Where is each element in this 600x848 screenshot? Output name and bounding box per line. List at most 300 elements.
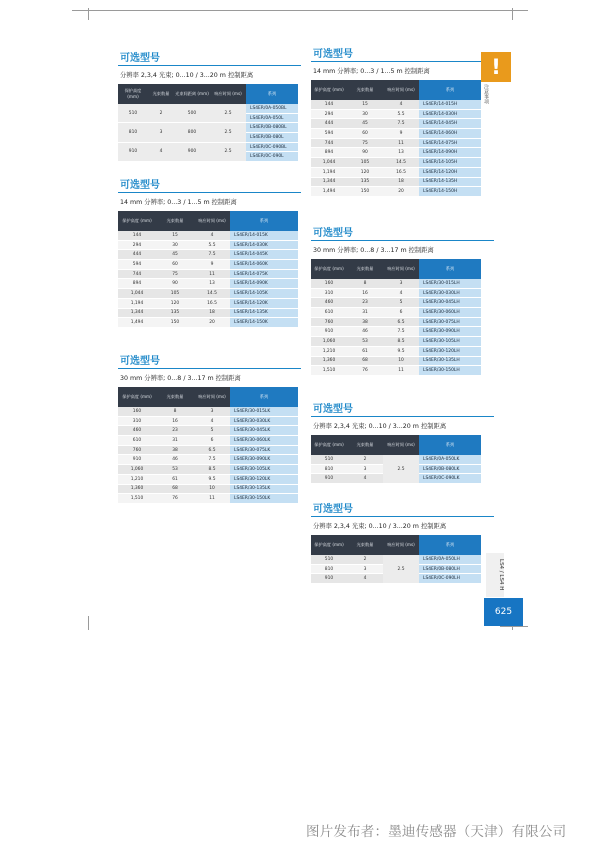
cell-beams: 45: [156, 250, 194, 260]
cell-response: 4: [383, 100, 419, 109]
header-protective-height: 保护高度 (mm): [118, 211, 156, 231]
header-beam-count: 光束数量: [347, 435, 383, 455]
cell-beams: 120: [156, 298, 194, 308]
cell-beams: 60: [347, 129, 383, 139]
cell-response: 7.5: [383, 327, 419, 337]
cell-beams: 90: [347, 148, 383, 158]
cell-model: LS4ER/14-120H: [419, 167, 481, 177]
table-row: [311, 148, 481, 158]
cell-height: 294: [311, 109, 347, 119]
cell-model: LS4ER/0B-080LH: [419, 564, 481, 574]
section-models-beams-lk: [311, 403, 494, 484]
cell-beams: 46: [347, 327, 383, 337]
header-protective-height: 保护高度 (mm): [311, 80, 347, 100]
cell-height: 810: [118, 123, 148, 142]
table-row: [118, 250, 298, 260]
table-header-row: [311, 80, 481, 100]
cell-beams: 15: [156, 231, 194, 240]
header-series: 系列: [230, 387, 298, 407]
cell-height: 310: [311, 288, 347, 298]
cell-height: 510: [311, 455, 347, 464]
header-series: 系列: [419, 535, 481, 555]
cell-response: 6.5: [194, 445, 230, 455]
cell-model: LS4ER/14-075H: [419, 138, 481, 148]
section-title: 可选型号: [311, 227, 494, 241]
cell-beams: 105: [156, 289, 194, 299]
cell-beams: 30: [156, 240, 194, 250]
cell-beams: 16: [347, 288, 383, 298]
cell-height: 760: [311, 317, 347, 327]
cell-beams: 150: [156, 318, 194, 328]
table-row: [118, 104, 298, 113]
cell-height: 510: [311, 555, 347, 564]
cell-height: 1,360: [118, 484, 156, 494]
header-beam-count: 光束数量: [156, 211, 194, 231]
crop-mark: [88, 616, 89, 630]
cell-response: 4: [383, 288, 419, 298]
cell-height: 294: [118, 240, 156, 250]
cell-beams: 30: [347, 109, 383, 119]
cell-model: LS4ER/14-150H: [419, 187, 481, 197]
table-row: [118, 455, 298, 465]
section-subtitle: 30 mm 分辨率; 0...8 / 3...17 m 控制距离: [120, 375, 241, 382]
page-number: 625: [484, 598, 523, 626]
cell-beams: 23: [347, 298, 383, 308]
cell-response: 5.5: [194, 240, 230, 250]
cell-response: 6: [383, 308, 419, 318]
cell-beams: 4: [347, 574, 383, 584]
publisher-footer: 图片发布者：墨迪传感器（天津）有限公司: [306, 824, 567, 840]
cell-response: 5: [383, 298, 419, 308]
table-header-row: [311, 535, 481, 555]
cell-beams: 23: [156, 426, 194, 436]
cell-model: LS4ER/30-135LH: [419, 356, 481, 366]
cell-model: LS4ER/30-150LH: [419, 366, 481, 376]
table-row: [311, 167, 481, 177]
table-header-row: [311, 259, 481, 279]
table-row: [118, 465, 298, 475]
cell-height: 460: [118, 426, 156, 436]
cell-height: 744: [118, 269, 156, 279]
cell-model: LS4ER/0C-090BL: [246, 142, 298, 152]
cell-response: 10: [194, 484, 230, 494]
table-row: [311, 109, 481, 119]
cell-model: LS4ER/14-105H: [419, 158, 481, 168]
cell-height: 1,044: [118, 289, 156, 299]
table-row: [118, 426, 298, 436]
table-row: [118, 436, 298, 446]
cell-response: 18: [194, 308, 230, 318]
table-row: [118, 318, 298, 328]
table-row: [311, 288, 481, 298]
cell-response: 13: [383, 148, 419, 158]
cell-response: 14.5: [194, 289, 230, 299]
cell-model: LS4ER/0A-050LH: [419, 555, 481, 564]
cell-beams: 68: [156, 484, 194, 494]
cell-model: LS4ER/14-045K: [230, 250, 298, 260]
table-row: [118, 260, 298, 270]
warning-symbol: !: [491, 54, 501, 79]
cell-response: 4: [194, 231, 230, 240]
header-response-time: 响应时间 (ms): [194, 387, 230, 407]
table-row: [118, 279, 298, 289]
table-row: [118, 298, 298, 308]
table-row: [311, 308, 481, 318]
cell-height: 910: [118, 455, 156, 465]
cell-model: LS4ER/30-030LH: [419, 288, 481, 298]
cell-response: 11: [194, 269, 230, 279]
cell-beams: 2: [347, 555, 383, 564]
cell-height: 810: [311, 464, 347, 474]
cell-beams: 8: [156, 407, 194, 416]
cell-response: 16.5: [383, 167, 419, 177]
cell-response: 9.5: [383, 346, 419, 356]
table-row: [311, 177, 481, 187]
header-response-time: 响应时间 (ms): [383, 435, 419, 455]
cell-height: 1,044: [311, 158, 347, 168]
cell-model: LS4ER/0B-080L: [246, 133, 298, 143]
cell-response: 5: [194, 426, 230, 436]
section-models-beams-bl: [118, 52, 301, 162]
cell-model: LS4ER/30-015LH: [419, 279, 481, 288]
table-body: [118, 231, 298, 327]
cell-model: LS4ER/30-030LK: [230, 416, 298, 426]
cell-model: LS4ER/0B-080BL: [246, 123, 298, 133]
cell-beams: 75: [347, 138, 383, 148]
crop-mark: [88, 8, 89, 20]
cell-model: LS4ER/14-060H: [419, 129, 481, 139]
section-models-30mm-lk: [118, 355, 301, 504]
header-series: 系列: [419, 435, 481, 455]
cell-response: 2.5: [210, 142, 246, 161]
cell-response: 10: [383, 356, 419, 366]
header-response-time: 响应时间 (ms): [210, 84, 246, 104]
cell-model: LS4ER/14-015K: [230, 231, 298, 240]
cell-model: LS4ER/30-090LH: [419, 327, 481, 337]
table-row: [118, 289, 298, 299]
header-response-time: 响应时间 (ms): [194, 211, 230, 231]
cell-beams: 61: [156, 474, 194, 484]
section-models-14mm-k: [118, 179, 301, 328]
section-models-beams-lh: [311, 503, 494, 584]
cell-height: 160: [118, 407, 156, 416]
section-title: 可选型号: [118, 355, 301, 369]
table-header-row: [118, 211, 298, 231]
side-tab-label: LS4 / LS4 H: [486, 553, 504, 597]
cell-response: 3: [194, 407, 230, 416]
cell-height: 510: [118, 104, 148, 123]
cell-response: 11: [194, 494, 230, 504]
header-response-time: 响应时间 (ms): [383, 259, 419, 279]
cell-height: 810: [311, 564, 347, 574]
cell-beams: 38: [347, 317, 383, 327]
section-subtitle: 14 mm 分辨率; 0...3 / 1...5 m 控制距离: [313, 68, 430, 75]
cell-model: LS4ER/0A-050LK: [419, 455, 481, 464]
cell-beams: 31: [156, 436, 194, 446]
cell-height: 910: [311, 327, 347, 337]
cell-height: 1,510: [311, 366, 347, 376]
cell-beams: 16: [156, 416, 194, 426]
cell-height: 1,194: [118, 298, 156, 308]
table-row: [118, 474, 298, 484]
table-row: [311, 129, 481, 139]
cell-beams: 105: [347, 158, 383, 168]
cell-model: LS4ER/30-120LH: [419, 346, 481, 356]
table-row: [311, 337, 481, 347]
cell-response: 14.5: [383, 158, 419, 168]
cell-height: 1,210: [311, 346, 347, 356]
cell-beams: 68: [347, 356, 383, 366]
section-title: 可选型号: [311, 503, 494, 517]
table-row: [311, 119, 481, 129]
cell-response: 20: [194, 318, 230, 328]
cell-height: 910: [311, 474, 347, 484]
cell-model: LS4ER/30-015LK: [230, 407, 298, 416]
cell-response: 2.5: [383, 555, 419, 584]
cell-beams: 3: [347, 564, 383, 574]
warning-icon: [481, 52, 511, 82]
table-row: [118, 308, 298, 318]
header-protective-height: 保护高度 (mm): [118, 84, 148, 104]
header-protective-height: 保护高度 (mm): [311, 535, 347, 555]
header-series: 系列: [230, 211, 298, 231]
model-table: [118, 211, 298, 328]
table-row: [311, 317, 481, 327]
cell-beams: 75: [156, 269, 194, 279]
cell-model: LS4ER/14-135H: [419, 177, 481, 187]
side-note: 注意事项: [483, 84, 489, 104]
cell-beams: 3: [347, 464, 383, 474]
cell-response: 2.5: [210, 123, 246, 142]
cell-model: LS4ER/30-075LH: [419, 317, 481, 327]
cell-height: 1,060: [311, 337, 347, 347]
cell-beams: 135: [156, 308, 194, 318]
cell-response: 16.5: [194, 298, 230, 308]
cell-response: 4: [194, 416, 230, 426]
table-body: [311, 100, 481, 196]
cell-model: LS4ER/30-060LK: [230, 436, 298, 446]
cell-beams: 31: [347, 308, 383, 318]
cell-beams: 53: [347, 337, 383, 347]
table-row: [118, 484, 298, 494]
cell-distance: 800: [174, 123, 210, 142]
crop-mark: [72, 10, 528, 11]
cell-response: 9.5: [194, 474, 230, 484]
cell-height: 610: [311, 308, 347, 318]
cell-response: 9: [383, 129, 419, 139]
cell-model: LS4ER/30-090LK: [230, 455, 298, 465]
cell-beams: 2: [347, 455, 383, 464]
cell-model: LS4ER/0A-050BL: [246, 104, 298, 113]
cell-model: LS4ER/14-090K: [230, 279, 298, 289]
cell-model: LS4ER/0C-090LH: [419, 574, 481, 584]
section-title: 可选型号: [118, 179, 301, 193]
cell-model: LS4ER/30-120LK: [230, 474, 298, 484]
cell-height: 144: [311, 100, 347, 109]
cell-height: 1,194: [311, 167, 347, 177]
header-series: 系列: [419, 80, 481, 100]
table-body: [311, 455, 481, 484]
cell-beams: 4: [347, 474, 383, 484]
cell-model: LS4ER/30-075LK: [230, 445, 298, 455]
cell-response: 3: [383, 279, 419, 288]
section-subtitle: 30 mm 分辨率; 0...8 / 3...17 m 控制距离: [313, 247, 434, 254]
section-models-14mm-h: [311, 48, 494, 197]
section-subtitle: 分辨率 2,3,4 光束; 0...10 / 3...20 m 控制距离: [120, 72, 254, 79]
cell-model: LS4ER/14-060K: [230, 260, 298, 270]
cell-beams: 46: [156, 455, 194, 465]
model-table: [311, 435, 481, 484]
crop-mark: [512, 8, 513, 20]
cell-height: 744: [311, 138, 347, 148]
header-protective-height: 保护高度 (mm): [311, 259, 347, 279]
table-body: [118, 407, 298, 503]
header-response-time: 响应时间 (ms): [383, 80, 419, 100]
cell-height: 1,344: [118, 308, 156, 318]
header-protective-height: 保护高度 (mm): [118, 387, 156, 407]
table-row: [118, 445, 298, 455]
cell-response: 11: [383, 366, 419, 376]
table-row: [118, 407, 298, 416]
section-title: 可选型号: [311, 403, 494, 417]
cell-height: 894: [311, 148, 347, 158]
table-row: [311, 366, 481, 376]
cell-height: 1,360: [311, 356, 347, 366]
cell-beams: 135: [347, 177, 383, 187]
table-row: [311, 187, 481, 197]
cell-height: 594: [311, 129, 347, 139]
table-row: [311, 158, 481, 168]
cell-model: LS4ER/14-045H: [419, 119, 481, 129]
cell-model: LS4ER/0C-090L: [246, 152, 298, 162]
cell-beams: 120: [347, 167, 383, 177]
cell-distance: 500: [174, 104, 210, 123]
cell-beams: 2: [148, 104, 174, 123]
cell-height: 444: [311, 119, 347, 129]
table-row: [118, 494, 298, 504]
cell-response: 6.5: [383, 317, 419, 327]
cell-distance: 900: [174, 142, 210, 161]
table-row: [311, 555, 481, 564]
table-row: [311, 100, 481, 109]
cell-model: LS4ER/30-105LK: [230, 465, 298, 475]
header-beam-count: 光束数量: [347, 80, 383, 100]
model-table: [118, 387, 298, 504]
table-body: [311, 279, 481, 375]
cell-model: LS4ER/14-075K: [230, 269, 298, 279]
cell-response: 9: [194, 260, 230, 270]
table-row: [311, 346, 481, 356]
cell-response: 7.5: [194, 250, 230, 260]
cell-model: LS4ER/0A-050L: [246, 113, 298, 123]
cell-beams: 8: [347, 279, 383, 288]
cell-model: LS4ER/0B-080LK: [419, 464, 481, 474]
cell-beams: 150: [347, 187, 383, 197]
section-subtitle: 分辨率 2,3,4 光束; 0...10 / 3...20 m 控制距离: [313, 423, 447, 430]
cell-beams: 61: [347, 346, 383, 356]
section-models-30mm-lh: [311, 227, 494, 376]
cell-height: 894: [118, 279, 156, 289]
cell-response: 11: [383, 138, 419, 148]
cell-response: 13: [194, 279, 230, 289]
cell-response: 7.5: [383, 119, 419, 129]
cell-model: LS4ER/14-120K: [230, 298, 298, 308]
cell-response: 8.5: [383, 337, 419, 347]
header-series: 系列: [246, 84, 298, 104]
cell-height: 594: [118, 260, 156, 270]
table-row: [311, 327, 481, 337]
cell-height: 1,494: [118, 318, 156, 328]
cell-beams: 76: [156, 494, 194, 504]
cell-beams: 45: [347, 119, 383, 129]
table-row: [118, 416, 298, 426]
cell-model: LS4ER/14-030K: [230, 240, 298, 250]
cell-height: 760: [118, 445, 156, 455]
cell-height: 444: [118, 250, 156, 260]
cell-height: 1,344: [311, 177, 347, 187]
table-row: [118, 240, 298, 250]
header-beam-count: 光束数量: [148, 84, 174, 104]
table-body: [311, 555, 481, 584]
cell-beams: 90: [156, 279, 194, 289]
table-row: [311, 298, 481, 308]
cell-response: 2.5: [383, 455, 419, 484]
cell-model: LS4ER/14-105K: [230, 289, 298, 299]
table-row: [311, 138, 481, 148]
cell-response: 8.5: [194, 465, 230, 475]
cell-response: 6: [194, 436, 230, 446]
cell-model: LS4ER/30-045LK: [230, 426, 298, 436]
cell-height: 610: [118, 436, 156, 446]
section-subtitle: 分辨率 2,3,4 光束; 0...10 / 3...20 m 控制距离: [313, 523, 447, 530]
cell-height: 460: [311, 298, 347, 308]
cell-model: LS4ER/14-090H: [419, 148, 481, 158]
header-beam-count: 光束数量: [347, 259, 383, 279]
cell-height: 160: [311, 279, 347, 288]
cell-model: LS4ER/30-150LK: [230, 494, 298, 504]
cell-model: LS4ER/14-030H: [419, 109, 481, 119]
cell-model: LS4ER/0C-090LK: [419, 474, 481, 484]
cell-height: 1,494: [311, 187, 347, 197]
cell-response: 7.5: [194, 455, 230, 465]
cell-model: LS4ER/30-045LH: [419, 298, 481, 308]
table-row: [311, 279, 481, 288]
header-series: 系列: [419, 259, 481, 279]
cell-response: 5.5: [383, 109, 419, 119]
cell-beams: 38: [156, 445, 194, 455]
header-beam-count: 光束数量: [347, 535, 383, 555]
cell-beams: 3: [148, 123, 174, 142]
section-subtitle: 14 mm 分辨率; 0...3 / 1...5 m 控制距离: [120, 199, 237, 206]
header-protective-height: 保护高度 (mm): [311, 435, 347, 455]
cell-model: LS4ER/30-135LK: [230, 484, 298, 494]
cell-height: 910: [311, 574, 347, 584]
cell-height: 1,210: [118, 474, 156, 484]
cell-model: LS4ER/30-105LH: [419, 337, 481, 347]
table-row: [118, 269, 298, 279]
header-beam-distance: 光束间距离 (mm): [174, 84, 210, 104]
header-beam-count: 光束数量: [156, 387, 194, 407]
cell-beams: 53: [156, 465, 194, 475]
model-table: [118, 84, 298, 162]
cell-height: 144: [118, 231, 156, 240]
cell-height: 1,510: [118, 494, 156, 504]
section-title: 可选型号: [118, 52, 301, 66]
cell-response: 18: [383, 177, 419, 187]
cell-model: LS4ER/14-015H: [419, 100, 481, 109]
cell-beams: 76: [347, 366, 383, 376]
table-row: [118, 142, 298, 152]
